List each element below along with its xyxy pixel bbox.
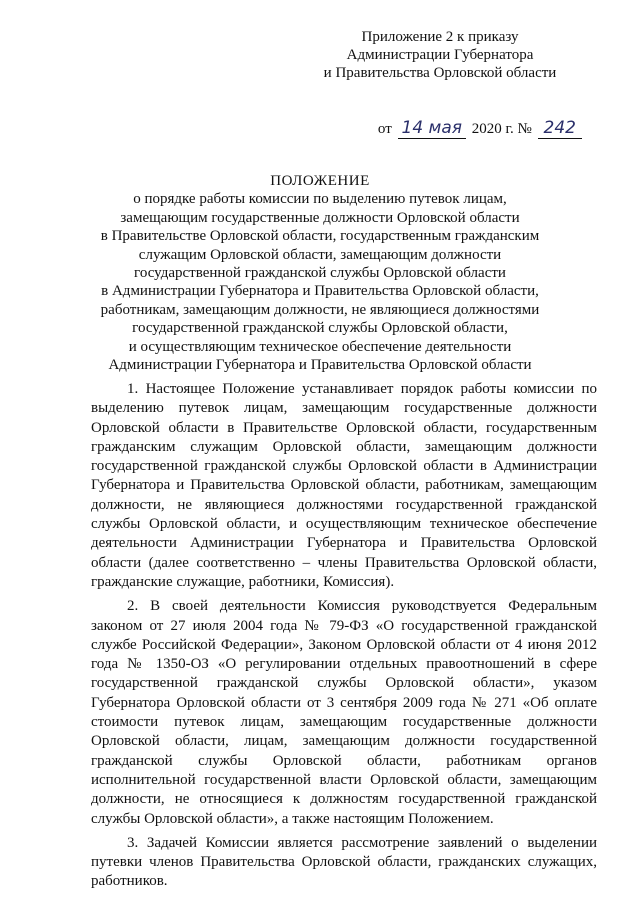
- document-title: [70, 172, 570, 374]
- paragraph-number: 3.: [127, 834, 139, 851]
- paragraph-3: [91, 834, 597, 892]
- paragraph-1: [91, 380, 597, 592]
- order-date-line: [378, 118, 584, 139]
- paragraph-text: Настоящее Положение устанавливает порядок работы комиссии по выделению путевок лицам, замещающим государственные должности Орловской области в Правительстве Орловской области, государственным гражданским служащим Орловской области, замещающим должности государственной гражданской службы Орловской области в Администрации Губернатора и Правительства Орловской области, работникам, замещающим должности, не являющиеся должностями государственной гражданской службы Орловской области, и осуществляющим техническое обеспечение деятельности Администрации Губернатора и Правительства Орловской области (далее соответственно – члены Правительства Орловской области, гражданские служащие, работники, Комиссия).: [91, 381, 598, 590]
- title-line: государственной гражданской службы Орловской области,: [132, 320, 508, 337]
- order-prefix: от: [377, 121, 392, 137]
- title-line: в Правительстве Орловской области, государственным гражданским: [100, 228, 540, 245]
- appendix-header: [290, 28, 590, 82]
- appendix-line-2: Администрации Губернатора: [346, 47, 534, 63]
- title-line: работникам, замещающим должности, не являющиеся должностями: [100, 301, 540, 318]
- paragraph-number: 2.: [127, 598, 139, 615]
- appendix-line-3: и Правительства Орловской области: [323, 65, 557, 81]
- paragraph-text: Задачей Комиссии является рассмотрение заявлений о выделении путевки членов Правительства Орловской области, гражданских служащих, работников.: [91, 834, 598, 890]
- title-line: государственной гражданской службы Орловской области: [134, 265, 506, 282]
- title-line: служащим Орловской области, замещающим должности: [138, 246, 502, 263]
- order-number-sign: №: [517, 121, 532, 137]
- title-line: замещающим государственные должности Орловской области: [120, 209, 520, 226]
- document-body: [91, 380, 597, 897]
- order-number-handwritten: 242: [538, 118, 582, 139]
- title-heading: ПОЛОЖЕНИЕ: [270, 173, 370, 189]
- order-year: 2020 г.: [471, 121, 514, 137]
- title-line: о порядке работы комиссии по выделению путевок лицам,: [133, 191, 507, 208]
- paragraph-text: В своей деятельности Комиссия руководствуется Федеральным законом от 27 июля 2004 года № 79-ФЗ «О государственной гражданской службе Российской Федерации», Законом Орловской области от 4 июня 2012 года № 1350-ОЗ «О регулировании отдельных правоотношений в сфере государственной гражданской службы Орловской области», указом Губернатора Орловской области от 3 сентября 2009 года № 271 «Об оплате стоимости путевок лицам, замещающим государственные должности Орловской области, лицам, замещающим должности государственной гражданской службы Орловской области, работникам органов исполнительной государственной власти Орловской области, замещающим должности, не относящиеся к должностям государственной гражданской службы Орловской области», а также настоящим Положением.: [91, 598, 598, 827]
- order-date-handwritten: 14 мая: [398, 118, 467, 139]
- appendix-line-1: Приложение 2 к приказу: [361, 29, 519, 45]
- paragraph-2: [91, 597, 597, 829]
- title-line: Администрации Губернатора и Правительства Орловской области: [108, 357, 532, 374]
- title-line: и осуществляющим техническое обеспечение деятельности: [128, 338, 512, 355]
- title-line: в Администрации Губернатора и Правительства Орловской области,: [101, 283, 539, 300]
- paragraph-number: 1.: [127, 381, 139, 397]
